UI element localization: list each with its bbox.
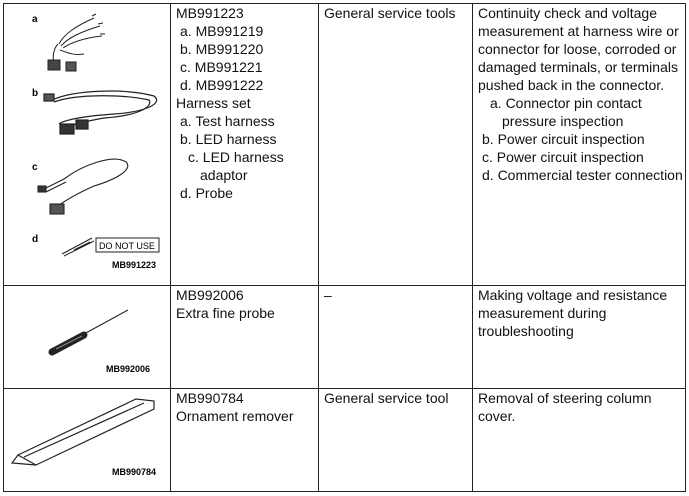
tool-part-c: c. MB991221: [180, 59, 263, 75]
table-row: [4, 285, 686, 388]
supersession-cell: [319, 285, 473, 388]
probe-drawing: [62, 238, 94, 256]
tool-name-parts: [174, 112, 318, 202]
tool-number-cell: [171, 285, 319, 388]
figure-label-a: a: [32, 14, 38, 25]
application-text: Continuity check and voltage measurement at harness wire or connector for loose, corroded or damaged terminals, or terminals pushed back in the connector.: [478, 5, 679, 93]
tool-number-cell: [171, 388, 319, 491]
supersession-cell: [319, 388, 473, 491]
figure-code: MB990784: [112, 466, 157, 477]
tool-name: Harness set: [176, 95, 251, 111]
tool-number: MB992006: [176, 286, 244, 303]
test-harness-drawing: [48, 14, 105, 71]
tool-part-d: d. MB991222: [180, 77, 264, 93]
name-part-b: b. LED harness: [180, 131, 277, 147]
application-part-b: b. Power circuit inspection: [482, 131, 645, 147]
tool-part-a: a. MB991219: [180, 23, 264, 39]
application-cell: [473, 388, 686, 491]
application-part-c: c. Power circuit inspection: [482, 149, 644, 165]
supersession-text: –: [324, 286, 332, 303]
special-tools-table: [3, 3, 686, 492]
led-harness-adaptor-drawing: [38, 159, 128, 214]
fine-probe-drawing: [52, 310, 128, 352]
extra-fine-probe-illustration: [4, 286, 170, 389]
tool-illustration-cell: [4, 285, 171, 388]
tool-number: MB991223: [176, 5, 244, 21]
led-harness-drawing: [44, 91, 157, 134]
table-row: [4, 388, 686, 491]
application-parts: [476, 94, 685, 184]
tool-number-parts: [174, 22, 318, 94]
figure-label-c: c: [32, 162, 38, 173]
application-part-d: d. Commercial tester connection: [482, 167, 683, 183]
tool-part-b: b. MB991220: [180, 41, 264, 57]
tool-number-cell: [171, 4, 319, 286]
application-text: Removal of steering column cover.: [478, 389, 652, 424]
ornament-remover-illustration: [4, 389, 170, 492]
name-part-d: d. Probe: [180, 185, 233, 201]
application-part-a: a. Connector pin contact pressure inspection: [490, 95, 642, 129]
tool-illustration-cell: [4, 4, 171, 286]
application-text: Making voltage and resistance measurement during troubleshooting: [478, 286, 668, 339]
do-not-use-text: DO NOT USE: [99, 241, 155, 251]
tool-name: Ornament remover: [176, 407, 294, 424]
harness-set-illustration: [4, 4, 170, 285]
application-cell: [473, 285, 686, 388]
table-row: [4, 4, 686, 286]
supersession-text: General service tools: [324, 5, 456, 21]
application-cell: [473, 4, 686, 286]
supersession-text: General service tool: [324, 389, 449, 406]
tool-number: MB990784: [176, 389, 244, 406]
figure-label-d: d: [32, 234, 39, 245]
tool-name: Extra fine probe: [176, 304, 275, 321]
ornament-remover-drawing: [12, 399, 154, 465]
tool-illustration-cell: [4, 388, 171, 491]
figure-label-b: b: [32, 88, 39, 99]
name-part-c: c. LED harness adaptor: [188, 149, 284, 183]
figure-code: MB992006: [106, 363, 151, 374]
figure-code: MB991223: [112, 260, 157, 270]
name-part-a: a. Test harness: [180, 113, 275, 129]
supersession-cell: [319, 4, 473, 286]
